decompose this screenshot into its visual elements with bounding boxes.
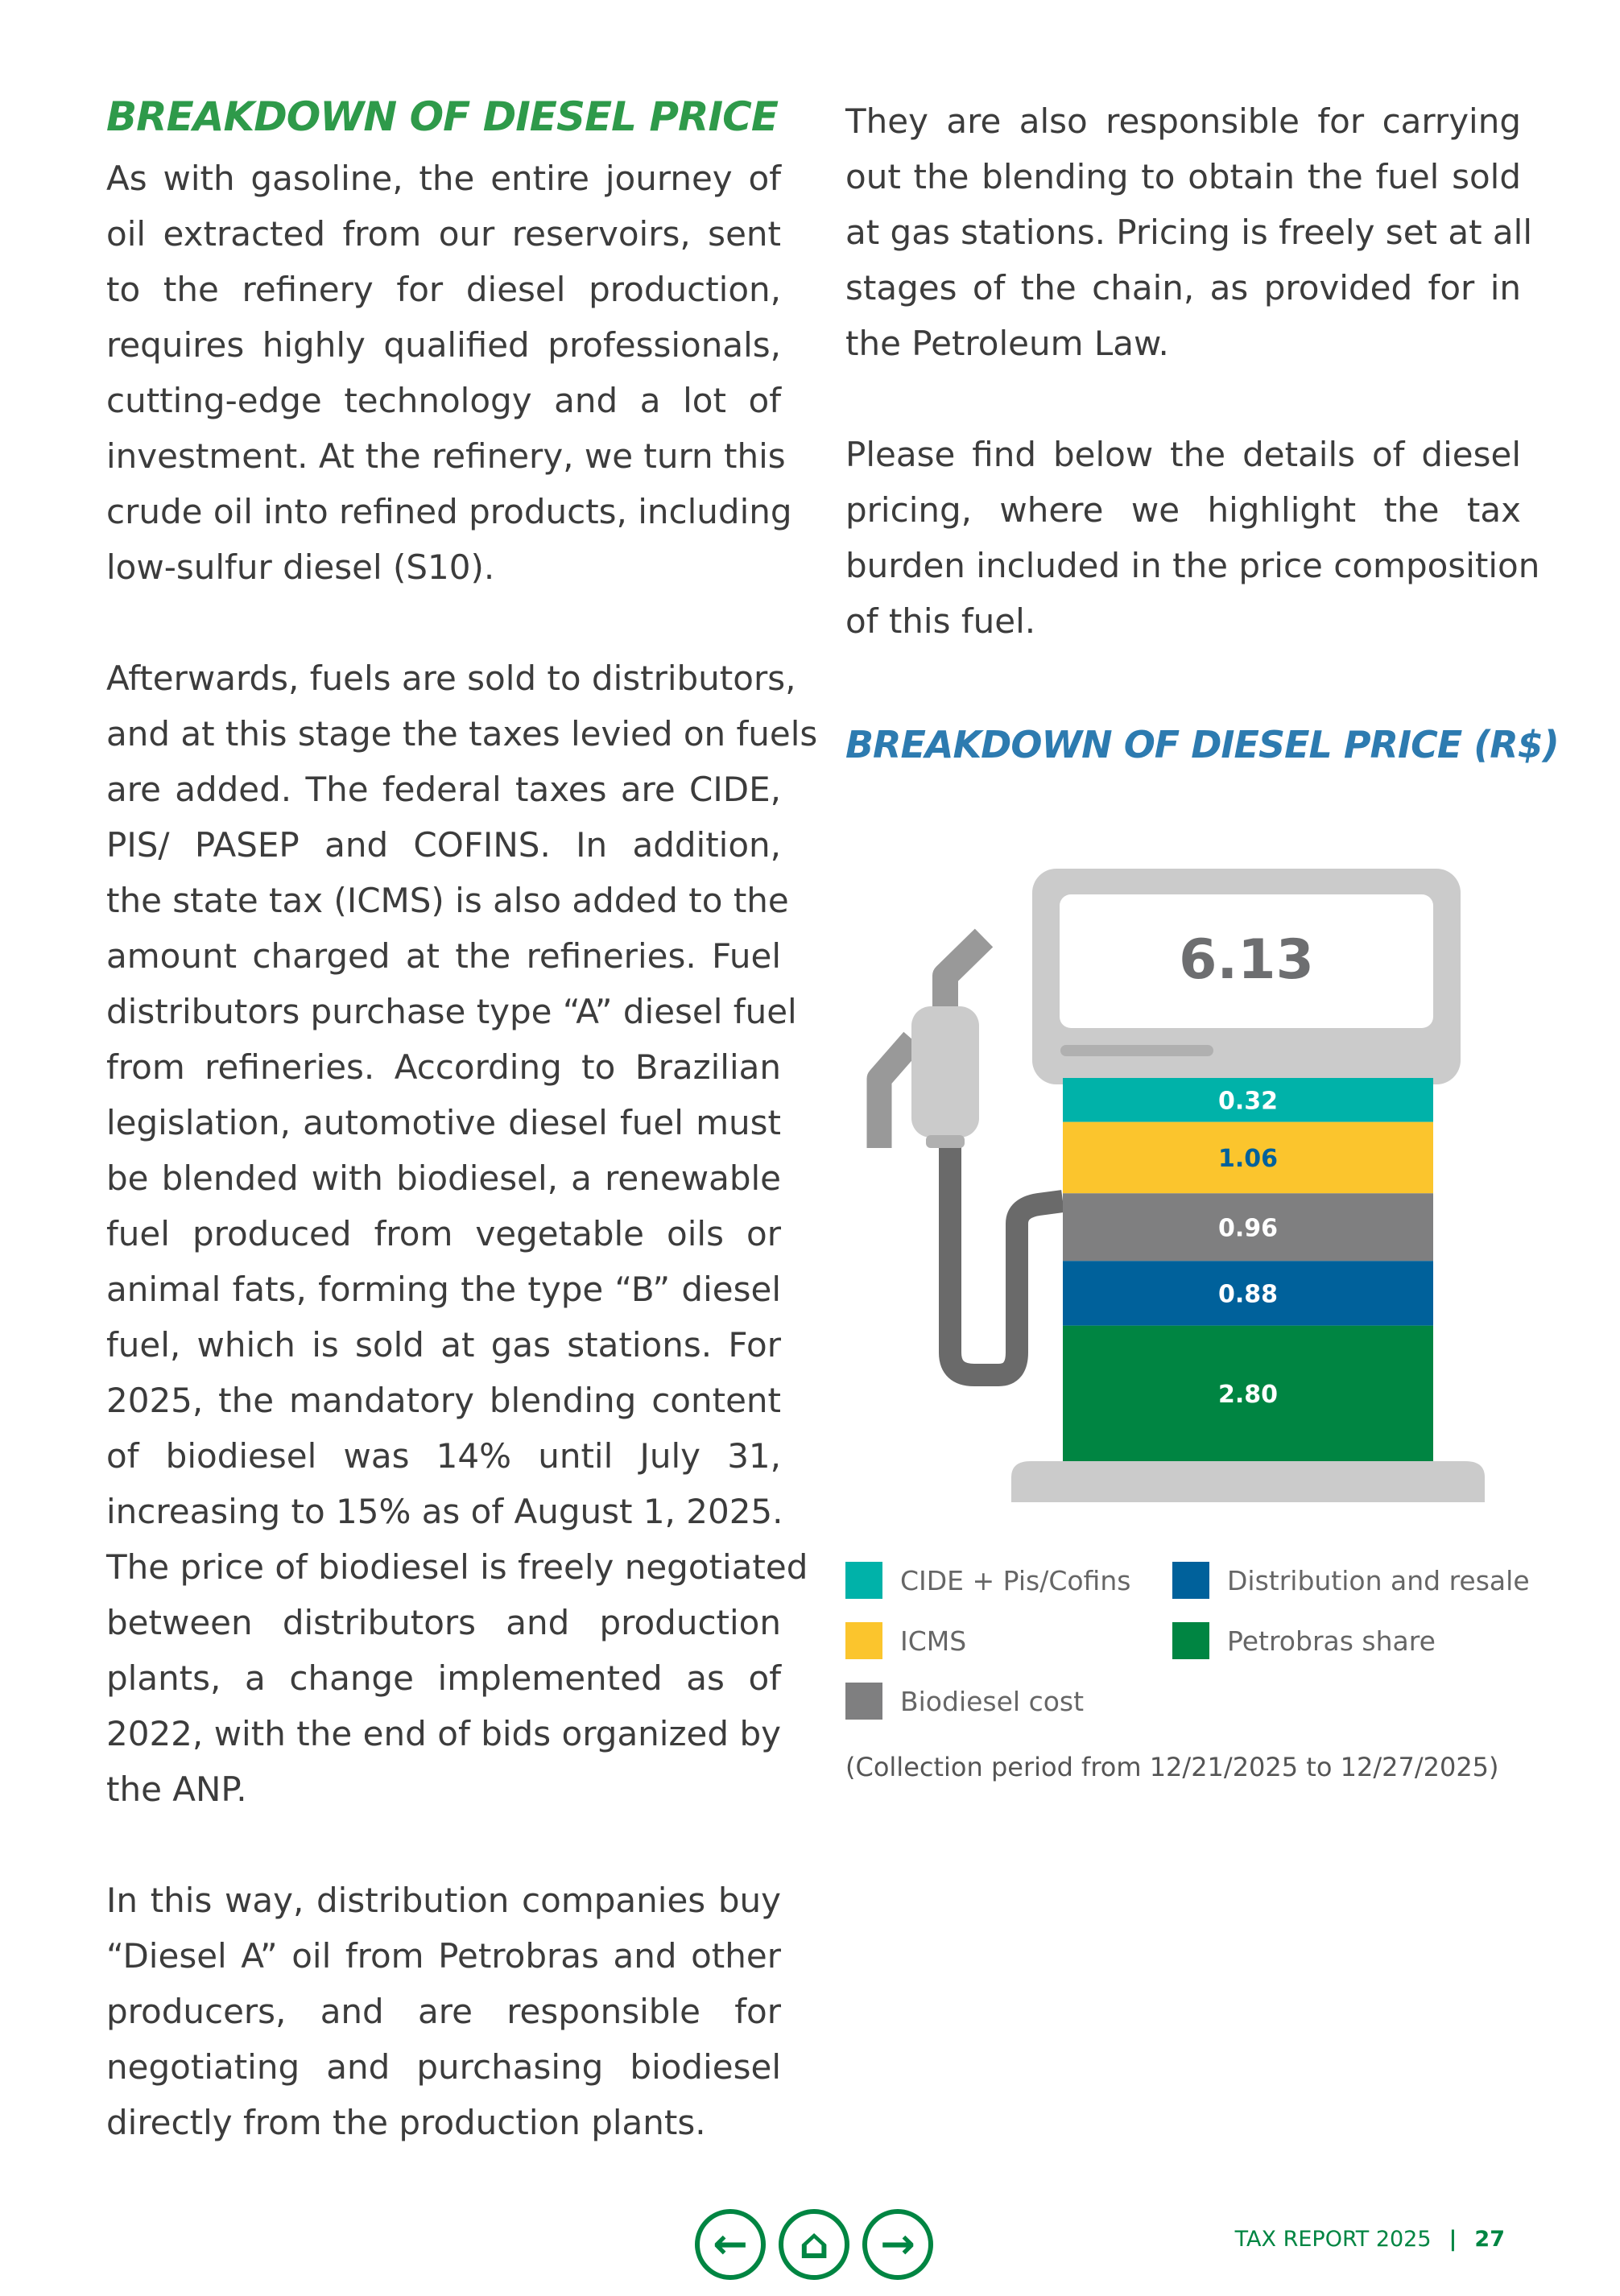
text-line: the state tax (ICMS) is also added to the bbox=[106, 881, 789, 920]
text-line: are added. The federal taxes are CIDE, bbox=[106, 770, 781, 809]
text-line: In this way, distribution companies buy bbox=[106, 1881, 781, 1920]
text-line: The price of biodiesel is freely negotiated bbox=[106, 1547, 808, 1587]
text-line: requires highly qualified professionals, bbox=[106, 325, 781, 365]
text-line: amount charged at the refineries. Fuel bbox=[106, 936, 781, 976]
text-line: the ANP. bbox=[106, 1769, 247, 1809]
legend-label: CIDE + Pis/Cofins bbox=[900, 1564, 1131, 1596]
text-line: out the blending to obtain the fuel sold bbox=[845, 157, 1521, 196]
text-line: between distributors and production bbox=[106, 1603, 781, 1642]
text-line: Please find below the details of diesel bbox=[845, 435, 1521, 474]
report-title: TAX REPORT 2025 bbox=[1234, 2227, 1432, 2252]
text-line: be blended with biodiesel, a renewable bbox=[106, 1158, 781, 1198]
bar-value-label: 2.80 bbox=[1217, 1380, 1279, 1409]
text-line: investment. At the refinery, we turn this bbox=[106, 436, 786, 476]
text-line: fuel, which is sold at gas stations. For bbox=[106, 1325, 781, 1365]
legend-item bbox=[845, 1683, 1084, 1720]
text-line: negotiating and purchasing biodiesel bbox=[106, 2047, 781, 2087]
legend-label: Petrobras share bbox=[1227, 1625, 1436, 1657]
text-line: PIS/ PASEP and COFINS. In addition, bbox=[106, 825, 781, 865]
home-button[interactable] bbox=[779, 2209, 849, 2280]
text-line: As with gasoline, the entire journey of bbox=[106, 159, 781, 198]
text-line: Afterwards, fuels are sold to distributors, bbox=[106, 659, 796, 698]
legend-item bbox=[845, 1622, 966, 1659]
text-line: to the refinery for diesel production, bbox=[106, 270, 781, 309]
bar-value-label: 0.32 bbox=[1217, 1087, 1279, 1116]
legend-item bbox=[1172, 1622, 1436, 1659]
legend-label: Distribution and resale bbox=[1227, 1564, 1530, 1596]
bar-value-label: 1.06 bbox=[1217, 1144, 1279, 1173]
text-line: the Petroleum Law. bbox=[845, 324, 1169, 363]
text-line: They are also responsible for carrying bbox=[845, 101, 1521, 141]
text-line: distributors purchase type “A” diesel fuel bbox=[106, 992, 797, 1031]
home-icon: ⌂ bbox=[799, 2220, 829, 2269]
legend-swatch bbox=[1172, 1622, 1209, 1659]
text-line: crude oil into refined products, including bbox=[106, 492, 792, 531]
text-line: burden included in the price composition bbox=[845, 546, 1540, 585]
text-line: legislation, automotive diesel fuel must bbox=[106, 1103, 781, 1142]
text-line: at gas stations. Pricing is freely set at all bbox=[845, 213, 1532, 252]
text-line: plants, a change implemented as of bbox=[106, 1658, 781, 1698]
text-line: fuel produced from vegetable oils or bbox=[106, 1214, 781, 1253]
section-heading: BREAKDOWN OF DIESEL PRICE bbox=[106, 93, 778, 140]
text-line: of this fuel. bbox=[845, 601, 1036, 641]
collection-period-note: (Collection period from 12/21/2025 to 12/27/2025) bbox=[845, 1752, 1499, 1782]
pump-base bbox=[1011, 1461, 1485, 1502]
text-line: increasing to 15% as of August 1, 2025. bbox=[106, 1492, 783, 1531]
text-line: pricing, where we highlight the tax bbox=[845, 490, 1521, 530]
page-number: 27 bbox=[1474, 2227, 1505, 2252]
previous-page-button[interactable] bbox=[695, 2209, 766, 2280]
text-line: “Diesel A” oil from Petrobras and other bbox=[106, 1936, 781, 1976]
footer-separator: | bbox=[1448, 2227, 1457, 2252]
page-footer bbox=[1235, 2227, 1505, 2252]
text-line: animal fats, forming the type “B” diesel bbox=[106, 1270, 781, 1309]
total-price-label: 6.13 bbox=[1179, 928, 1314, 992]
legend-item bbox=[845, 1562, 1130, 1599]
bar-value-label: 0.88 bbox=[1217, 1280, 1279, 1309]
text-line: from refineries. According to Brazilian bbox=[106, 1047, 781, 1087]
text-line: stages of the chain, as provided for in bbox=[845, 268, 1521, 308]
text-line: 2025, the mandatory blending content bbox=[106, 1381, 781, 1420]
chart-legend bbox=[845, 1562, 1538, 1723]
chart-title: BREAKDOWN OF DIESEL PRICE (R$) bbox=[845, 723, 1559, 766]
bar-value-label: 0.96 bbox=[1217, 1214, 1279, 1243]
text-line: producers, and are responsible for bbox=[106, 1992, 781, 2031]
legend-swatch bbox=[845, 1683, 882, 1720]
next-page-button[interactable] bbox=[862, 2209, 933, 2280]
text-line: cutting-edge technology and a lot of bbox=[106, 381, 781, 420]
legend-label: Biodiesel cost bbox=[900, 1685, 1085, 1717]
arrow-right-icon: → bbox=[880, 2220, 915, 2269]
text-line: low-sulfur diesel (S10). bbox=[106, 547, 495, 587]
legend-item bbox=[1172, 1562, 1530, 1599]
legend-swatch bbox=[845, 1562, 882, 1599]
arrow-left-icon: ← bbox=[713, 2220, 748, 2269]
legend-label: ICMS bbox=[900, 1625, 967, 1657]
text-line: oil extracted from our reservoirs, sent bbox=[106, 214, 781, 254]
legend-swatch bbox=[845, 1622, 882, 1659]
text-line: of biodiesel was 14% until July 31, bbox=[106, 1436, 781, 1476]
text-line: and at this stage the taxes levied on fuels bbox=[106, 714, 818, 754]
legend-swatch bbox=[1172, 1562, 1209, 1599]
text-line: directly from the production plants. bbox=[106, 2103, 706, 2142]
text-line: 2022, with the end of bids organized by bbox=[106, 1714, 781, 1753]
